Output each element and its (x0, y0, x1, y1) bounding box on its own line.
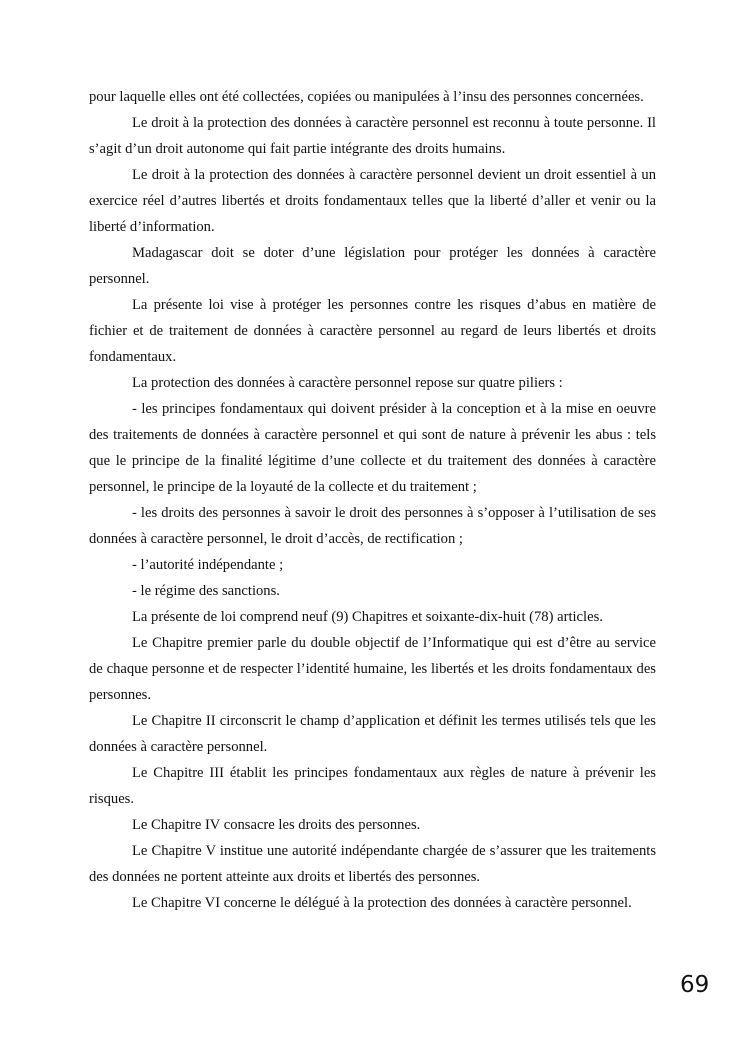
paragraph-chapter-2: Le Chapitre II circonscrit le champ d’application et définit les termes utilisés tels que les données à caractère personnel. (89, 713, 656, 755)
list-item-rights: - les droits des personnes à savoir le droit des personnes à s’opposer à l’utilisation de ses données à caractère personnel, le droit d’accès, de rectification ; (89, 505, 656, 547)
list-item-principles: - les principes fondamentaux qui doivent présider à la conception et à la mise en oeuvre des traitements de données à caractère personnel et qui sont de nature à prévenir les abus : tels que le principe de la finalité légitime d’une collecte et du traitement des données à caractère personnel, le principe de la loyauté de la collecte et du traitement ; (89, 401, 656, 495)
paragraph-chapter-3: Le Chapitre III établit les principes fondamentaux aux règles de nature à prévenir les risques. (89, 765, 656, 807)
paragraph-structure: La présente de loi comprend neuf (9) Chapitres et soixante-dix-huit (78) articles. (132, 609, 603, 625)
list-item-authority: - l’autorité indépendante ; (132, 557, 284, 573)
list-item-sanctions: - le régime des sanctions. (132, 583, 280, 599)
paragraph-3: Le droit à la protection des données à caractère personnel devient un droit essentiel à un exercice réel d’autres libertés et droits fondamentaux telles que la liberté d’aller et venir ou la liberté d’information. (89, 167, 656, 235)
paragraph-5: La présente loi vise à protéger les personnes contre les risques d’abus en matière de fichier et de traitement de données à caractère personnel au regard de leurs libertés et droits fondamentaux. (89, 297, 656, 365)
paragraph-chapter-1: Le Chapitre premier parle du double objectif de l’Informatique qui est d’être au service de chaque personne et de respecter l’identité humaine, les libertés et les droits fondamentaux des personnes. (89, 635, 656, 703)
paragraph-6: La protection des données à caractère personnel repose sur quatre piliers : (132, 375, 563, 391)
paragraph-chapter-6: Le Chapitre VI concerne le délégué à la protection des données à caractère personnel. (132, 895, 632, 911)
paragraph-chapter-4: Le Chapitre IV consacre les droits des personnes. (132, 817, 421, 833)
page-number: 69 (680, 972, 710, 998)
paragraph-2: Le droit à la protection des données à caractère personnel est reconnu à toute personne. Il s’agit d’un droit autonome qui fait partie intégrante des droits humains. (89, 115, 656, 157)
paragraph-4: Madagascar doit se doter d’une législation pour protéger les données à caractère personnel. (89, 245, 656, 287)
paragraph-1: pour laquelle elles ont été collectées, copiées ou manipulées à l’insu des personnes concernées. (89, 89, 644, 105)
paragraph-chapter-5: Le Chapitre V institue une autorité indépendante chargée de s’assurer que les traitements des données ne portent atteinte aux droits et libertés des personnes. (89, 843, 656, 885)
document-body (89, 84, 656, 916)
